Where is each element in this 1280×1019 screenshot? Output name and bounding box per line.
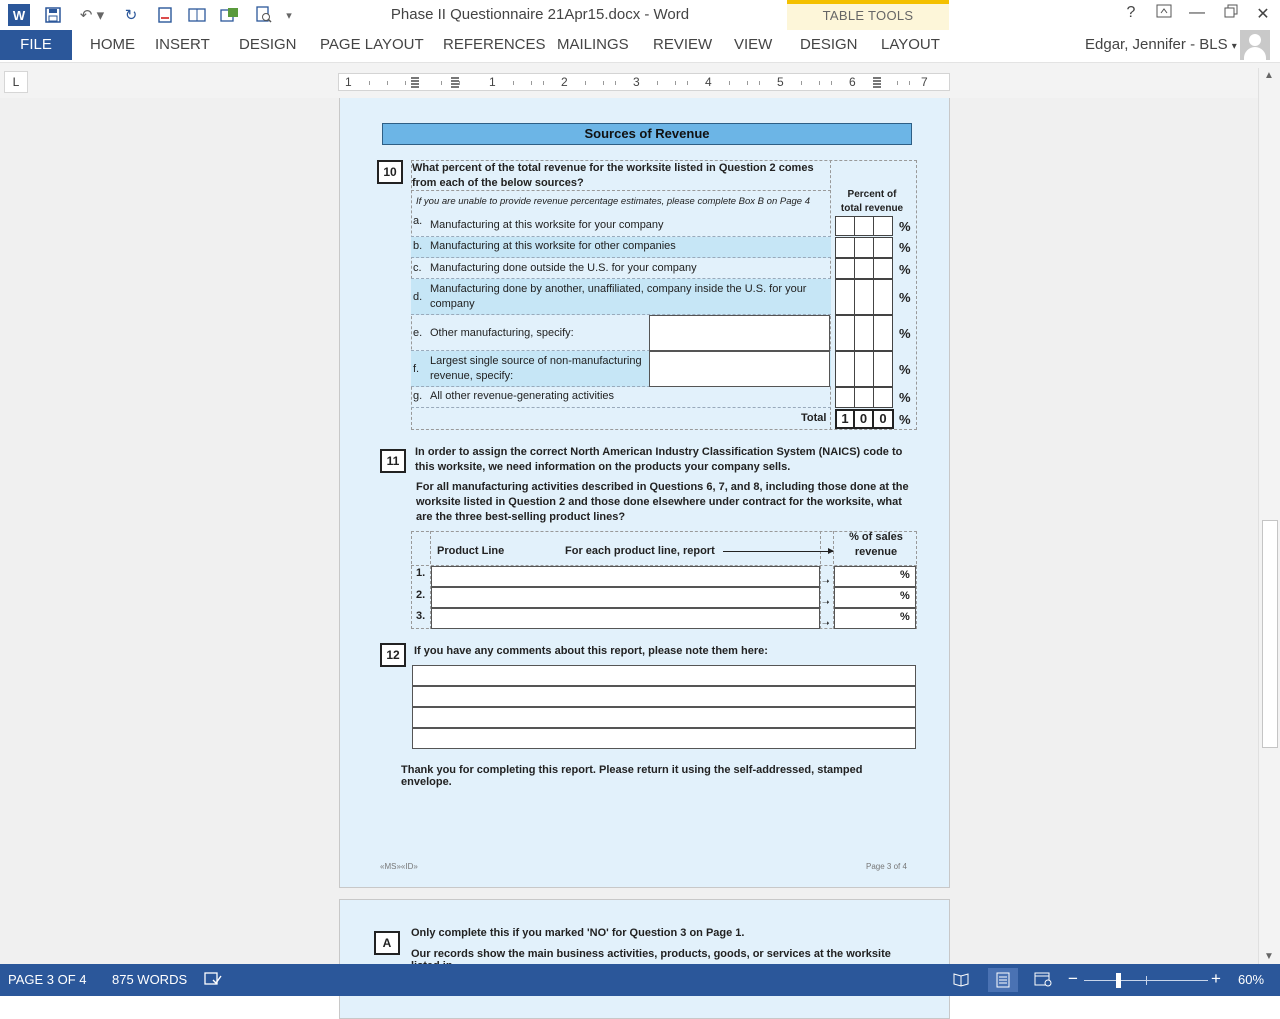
percent-sign: %	[899, 412, 911, 427]
page-indicator[interactable]: PAGE 3 OF 4	[8, 972, 87, 987]
ruler-number: 6	[849, 75, 856, 89]
box-a-instruction: Only complete this if you marked 'NO' for Question 3 on Page 1.	[411, 927, 745, 939]
percent-sign: %	[900, 611, 910, 623]
percent-entry-e[interactable]	[835, 315, 893, 351]
scrollbar-thumb[interactable]	[1262, 520, 1278, 748]
arrow-right-icon	[723, 551, 833, 552]
non-manufacturing-specify-input[interactable]	[649, 351, 830, 387]
q12-question: If you have any comments about this report, please note them here:	[414, 645, 768, 657]
tab-insert[interactable]: INSERT	[155, 36, 210, 53]
tab-view[interactable]: VIEW	[734, 36, 773, 53]
tab-design[interactable]: DESIGN	[239, 36, 297, 53]
tab-home[interactable]: HOME	[90, 36, 135, 53]
percent-sign: %	[900, 569, 910, 581]
box-a-text: Our records show the main business activities, products, goods, or services at the worksite	[411, 948, 891, 960]
web-layout-icon[interactable]	[1034, 971, 1052, 990]
comment-line-4[interactable]	[412, 728, 916, 749]
q10-column-header: Percent of total revenue	[840, 189, 904, 214]
q10-note: If you are unable to provide revenue percentage estimates, please complete Box B on Page 4	[416, 196, 810, 207]
footer-merge-field: «MS»«ID»	[380, 862, 418, 871]
q11-intro: In order to assign the correct North American Industry Classification System (NAICS) code to this worksite, we need information on the products your company sells.	[415, 446, 903, 473]
section-title: Sources of Revenue	[382, 123, 912, 145]
document-title: Phase II Questionnaire 21Apr15.docx - Word	[390, 6, 690, 23]
column-marker-icon[interactable]	[411, 76, 419, 88]
percent-sign: %	[899, 362, 911, 377]
row-label: All other revenue-generating activities	[430, 390, 615, 402]
ruler-number: 4	[705, 75, 712, 89]
product-line-2-input[interactable]	[431, 587, 820, 608]
percent-sign: %	[899, 240, 911, 255]
row-number: 2.	[416, 589, 426, 601]
tab-table-layout[interactable]: LAYOUT	[881, 36, 940, 53]
question-number: 12	[380, 643, 406, 667]
zoom-slider-tick	[1146, 976, 1147, 985]
row-label: Manufacturing at this worksite for your company	[430, 219, 664, 231]
word-count[interactable]: 875 WORDS	[112, 972, 188, 987]
help-button[interactable]: ?	[1126, 4, 1136, 21]
percent-entry-c[interactable]	[835, 258, 893, 279]
title-bar	[0, 0, 1280, 30]
row-number: 3.	[416, 610, 426, 622]
scroll-up-icon[interactable]: ▲	[1264, 70, 1274, 81]
sales-revenue-header: % of sales revenue	[849, 531, 903, 558]
percent-entry-a[interactable]	[835, 216, 893, 236]
row-label: Manufacturing done by another, unaffiliated, company inside the U.S. for your company	[430, 283, 807, 310]
row-label: Manufacturing done outside the U.S. for your company	[430, 262, 697, 274]
comment-line-2[interactable]	[412, 686, 916, 707]
user-account[interactable]	[1085, 36, 1237, 53]
column-marker-icon[interactable]	[873, 76, 881, 88]
revenue-row-c: c. Manufacturing done outside the U.S. for your company	[411, 258, 831, 279]
minimize-button[interactable]: —	[1189, 4, 1205, 21]
tab-mailings[interactable]: MAILINGS	[557, 36, 629, 53]
percent-sign: %	[899, 290, 911, 305]
row-label: Manufacturing at this worksite for other companies	[430, 240, 676, 252]
ruler-bar	[0, 62, 1280, 98]
column-marker-icon[interactable]	[451, 76, 459, 88]
tab-review[interactable]: REVIEW	[653, 36, 713, 53]
percent-entry-g[interactable]	[835, 387, 893, 408]
tab-selector-button[interactable]: L	[4, 71, 28, 93]
thank-you-message: Thank you for completing this report. Please return it using the self-addressed, stamped envelope.	[401, 764, 863, 788]
total-digit: 1	[835, 409, 855, 429]
product-line-header: Product Line	[437, 545, 505, 557]
word-icon[interactable]: W	[8, 4, 30, 26]
question-number: 11	[380, 449, 406, 473]
product-line-3-input[interactable]	[431, 608, 820, 629]
comment-line-3[interactable]	[412, 707, 916, 728]
arrow-right-icon: ➝	[822, 597, 830, 607]
ruler-number: 1	[489, 75, 496, 89]
row-number: 1.	[416, 567, 426, 579]
tab-page-layout[interactable]: PAGE LAYOUT	[320, 36, 424, 53]
zoom-out-button[interactable]: −	[1068, 969, 1078, 988]
vertical-scrollbar[interactable]	[1258, 68, 1280, 964]
scroll-down-icon[interactable]: ▼	[1264, 951, 1274, 962]
restore-button[interactable]	[1220, 4, 1242, 24]
read-mode-icon[interactable]	[953, 971, 969, 990]
percent-entry-b[interactable]	[835, 237, 893, 258]
percent-sign: %	[899, 219, 911, 234]
table-tools-label: TABLE TOOLS	[822, 8, 914, 23]
document-canvas[interactable]	[0, 98, 1258, 964]
percent-entry-f[interactable]	[835, 351, 893, 387]
chevron-down-icon: ▾	[1231, 41, 1237, 52]
proofing-icon[interactable]	[204, 971, 222, 990]
horizontal-ruler[interactable]	[338, 73, 950, 91]
user-name-label: Edgar, Jennifer - BLS	[1085, 36, 1228, 53]
page-4	[339, 899, 950, 1019]
undo-icon[interactable]: ↶ ▾	[79, 7, 105, 24]
zoom-slider-thumb[interactable]	[1116, 973, 1121, 988]
print-layout-icon[interactable]	[988, 968, 1018, 992]
status-bar	[0, 964, 1280, 996]
comment-line-1[interactable]	[412, 665, 916, 686]
total-digit: 0	[855, 409, 874, 429]
question-number: 10	[377, 160, 403, 184]
total-digit: 0	[874, 409, 894, 429]
ruler-number: 2	[561, 75, 568, 89]
ruler-number: 5	[777, 75, 784, 89]
report-header: For each product line, report	[565, 545, 715, 557]
page-3	[339, 98, 950, 888]
revenue-row-d: d. Manufacturing done by another, unaffiliated, company inside the U.S. for your company	[411, 279, 831, 315]
ribbon-display-options-icon[interactable]	[1154, 4, 1174, 24]
ruler-number: 7	[921, 75, 928, 89]
percent-sign: %	[899, 262, 911, 277]
close-button[interactable]: ✕	[1256, 6, 1270, 23]
other-manufacturing-specify-input[interactable]	[649, 315, 830, 351]
tab-table-design[interactable]: DESIGN	[800, 36, 858, 53]
percent-sign: %	[900, 590, 910, 602]
redo-icon[interactable]: ↻	[124, 7, 138, 24]
box-label: A	[374, 931, 400, 955]
percent-sign: %	[899, 326, 911, 341]
row-label: Largest single source of non-manufacturing revenue, specify:	[430, 355, 642, 382]
ruler-number: 1	[345, 75, 352, 89]
q10-question: What percent of the total revenue for the worksite listed in Question 2 comes from each of the below sources?	[412, 162, 814, 189]
zoom-in-button[interactable]: +	[1211, 969, 1221, 988]
zoom-level[interactable]: 60%	[1238, 972, 1265, 987]
q11-question: For all manufacturing activities described in Questions 6, 7, and 8, including those done at the worksite listed in Question 2 and those done elsewhere under contract for the worksite, what are the three best-selling product lines?	[416, 481, 909, 523]
tab-references[interactable]: REFERENCES	[443, 36, 546, 53]
avatar[interactable]	[1240, 30, 1270, 60]
percent-entry-d[interactable]	[835, 279, 893, 315]
percent-sign: %	[899, 390, 911, 405]
ruler-number: 3	[633, 75, 640, 89]
product-line-1-input[interactable]	[431, 566, 820, 587]
revenue-row-e: e. Other manufacturing, specify:	[411, 315, 831, 351]
footer-page-number: Page 3 of 4	[866, 862, 907, 871]
total-label: Total	[801, 412, 827, 424]
revenue-row-b: b. Manufacturing at this worksite for other companies	[411, 237, 831, 258]
arrow-right-icon: ➝	[822, 576, 830, 586]
customize-qat-icon[interactable]: ▾	[286, 9, 292, 22]
tab-file[interactable]: FILE	[0, 30, 72, 60]
arrow-right-icon: ➝	[822, 618, 830, 628]
revenue-row-g: g. All other revenue-generating activities	[411, 387, 831, 408]
row-label: Other manufacturing, specify:	[430, 327, 574, 339]
revenue-row-f: f. Largest single source of non-manufacturing revenue, specify:	[411, 351, 831, 387]
revenue-row-a: a. Manufacturing at this worksite for your company	[411, 215, 831, 237]
